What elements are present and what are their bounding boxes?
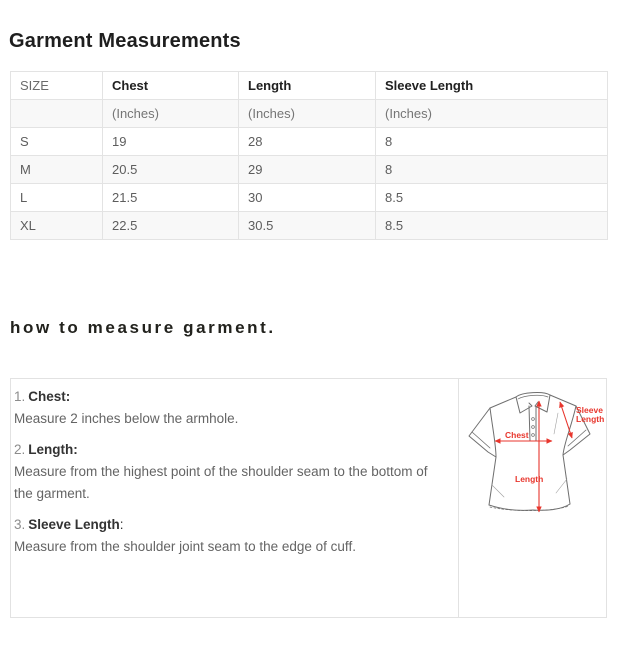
table-row [11,156,608,184]
sleeve-length-arrow [560,402,572,438]
garment-diagram-cell [458,379,606,617]
table-unit-row [11,100,608,128]
size-table [10,71,608,240]
cell-sleeve-length: 8.5 [376,184,608,212]
cell-sleeve-length: 8.5 [376,212,608,240]
unit-cell: (Inches) [376,100,608,128]
table-header-row [11,72,608,100]
instruction-text: Measure from the highest point of the shoulder seam to the bottom of the garment. [14,464,428,501]
section-heading: how to measure garment. [10,318,276,337]
cell-length: 30 [239,184,376,212]
cell-size: M [11,156,103,184]
unit-cell: (Inches) [239,100,376,128]
column-header-chest: Chest [103,72,239,100]
how-to-measure-panel [10,378,607,618]
cell-size: XL [11,212,103,240]
instruction-heading: 2. Length: [14,442,78,457]
cell-sleeve-length: 8 [376,156,608,184]
table-row [11,128,608,156]
sleeve-length-label-line1: Sleeve [576,405,603,415]
polo-shirt-diagram [459,379,606,561]
shirt-outline [469,393,590,511]
measurement-labels [505,405,604,484]
instruction-item-chest [14,386,446,430]
cell-sleeve-length: 8 [376,128,608,156]
cell-chest: 21.5 [103,184,239,212]
instruction-heading: 1. Chest: [14,389,71,404]
length-label: Length [515,474,544,484]
table-row [11,184,608,212]
chest-label: Chest [505,430,529,440]
sleeve-length-label-line2: Length [576,414,605,424]
instruction-item-length [14,439,446,505]
column-header-sleeve-length: Sleeve Length [376,72,608,100]
cell-chest: 19 [103,128,239,156]
cell-length: 28 [239,128,376,156]
cell-chest: 22.5 [103,212,239,240]
instruction-text: Measure 2 inches below the armhole. [14,411,239,426]
cell-size: L [11,184,103,212]
instruction-text: Measure from the shoulder joint seam to the edge of cuff. [14,539,356,554]
cell-length: 30.5 [239,212,376,240]
page-title: Garment Measurements [9,30,241,52]
column-header-size: SIZE [11,72,103,100]
cell-length: 29 [239,156,376,184]
cell-chest: 20.5 [103,156,239,184]
unit-cell: (Inches) [103,100,239,128]
cell-size: S [11,128,103,156]
table-row [11,212,608,240]
instruction-heading: 3. Sleeve Length: [14,517,124,532]
column-header-length: Length [239,72,376,100]
unit-cell [11,100,103,128]
instructions-column [11,379,458,617]
instruction-item-sleeve-length [14,514,446,558]
